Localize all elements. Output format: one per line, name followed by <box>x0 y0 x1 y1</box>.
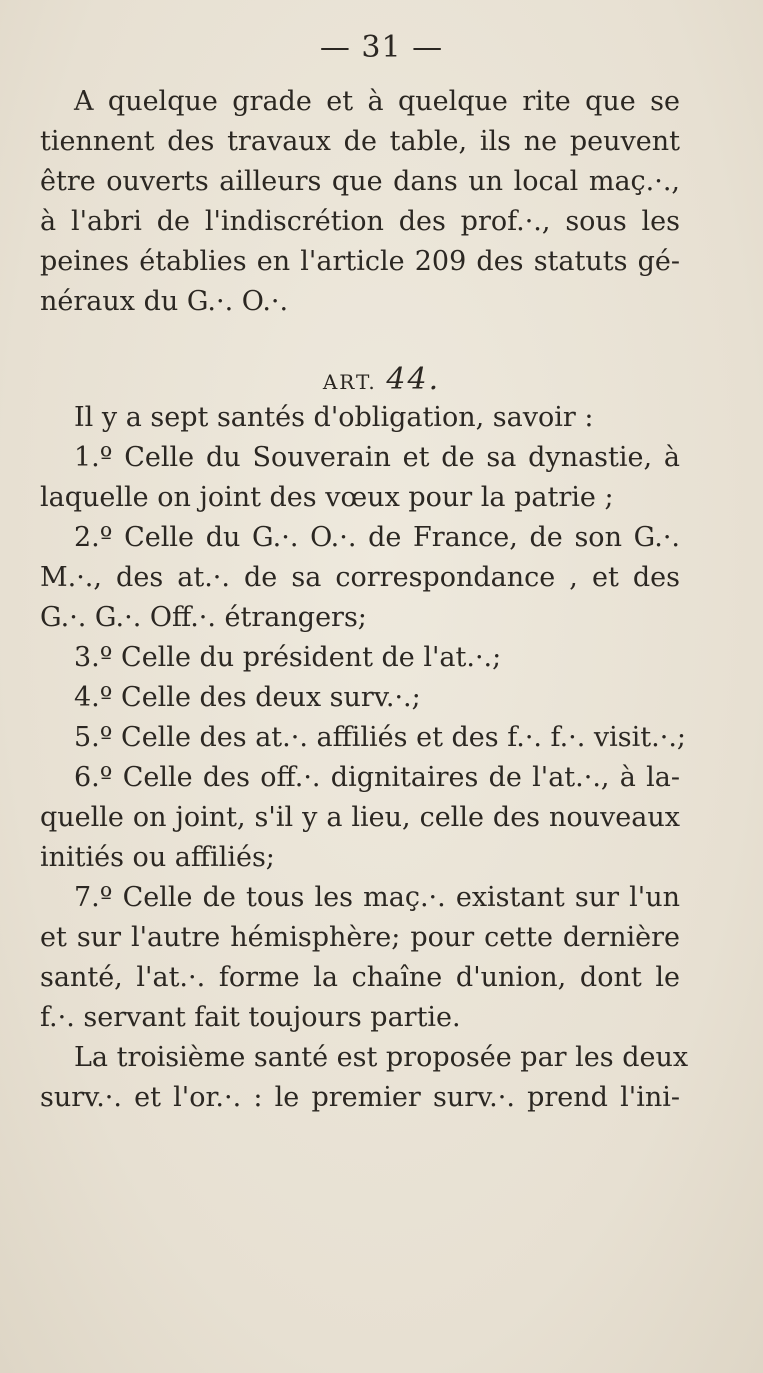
list-item-4: 4.º Celle des deux surv.·.; <box>74 682 421 713</box>
text-line: tiennent des travaux de table, ils ne peuvent <box>40 126 680 157</box>
text-line: à l'abri de l'indiscrétion des prof.·., sous les <box>40 206 680 237</box>
paragraph-obligatory-toasts <box>40 398 689 1118</box>
text-line: La troisième santé est proposée par les deux <box>74 1042 689 1073</box>
text-line: quelle on joint, s'il y a lieu, celle des nouveaux <box>40 802 680 833</box>
list-item-2: 2.º Celle du G.·. O.·. de France, de son G.·. <box>74 522 680 553</box>
list-item-1: 1.º Celle du Souverain et de sa dynastie, à <box>74 442 680 473</box>
list-item-7: 7.º Celle de tous les maç.·. existant sur l'un <box>74 882 680 913</box>
text-line: santé, l'at.·. forme la chaîne d'union, dont le <box>40 962 680 993</box>
text-line: M.·., des at.·. de sa correspondance , et des <box>40 562 680 593</box>
text-line: être ouverts ailleurs que dans un local maç.·., <box>40 166 680 197</box>
article-label: ART. <box>322 370 377 394</box>
article-heading <box>0 362 763 397</box>
text-line: peines établies en l'article 209 des statuts gé- <box>40 246 680 277</box>
text-line: A quelque grade et à quelque rite que se <box>74 86 680 117</box>
text-line: laquelle on joint des vœux pour la patrie ; <box>40 482 614 513</box>
paragraph-table-work-location <box>40 82 680 322</box>
list-item-3: 3.º Celle du président de l'at.·.; <box>74 642 502 673</box>
text-line: initiés ou affiliés; <box>40 842 275 873</box>
article-number: 44. <box>386 362 441 397</box>
text-line: néraux du G.·. O.·. <box>40 286 289 317</box>
text-line: G.·. G.·. Off.·. étrangers; <box>40 602 367 633</box>
text-line: f.·. servant fait toujours partie. <box>40 1002 461 1033</box>
list-item-6: 6.º Celle des off.·. dignitaires de l'at.·., à la- <box>74 762 680 793</box>
text-line: Il y a sept santés d'obligation, savoir : <box>74 402 594 433</box>
list-item-5: 5.º Celle des at.·. affiliés et des f.·. f.·. visit.·.; <box>74 722 686 753</box>
page-number: — 31 — <box>319 30 444 65</box>
text-line: et sur l'autre hémisphère; pour cette dernière <box>40 922 680 953</box>
text-line: surv.·. et l'or.·. : le premier surv.·. prend l'ini- <box>40 1082 680 1113</box>
